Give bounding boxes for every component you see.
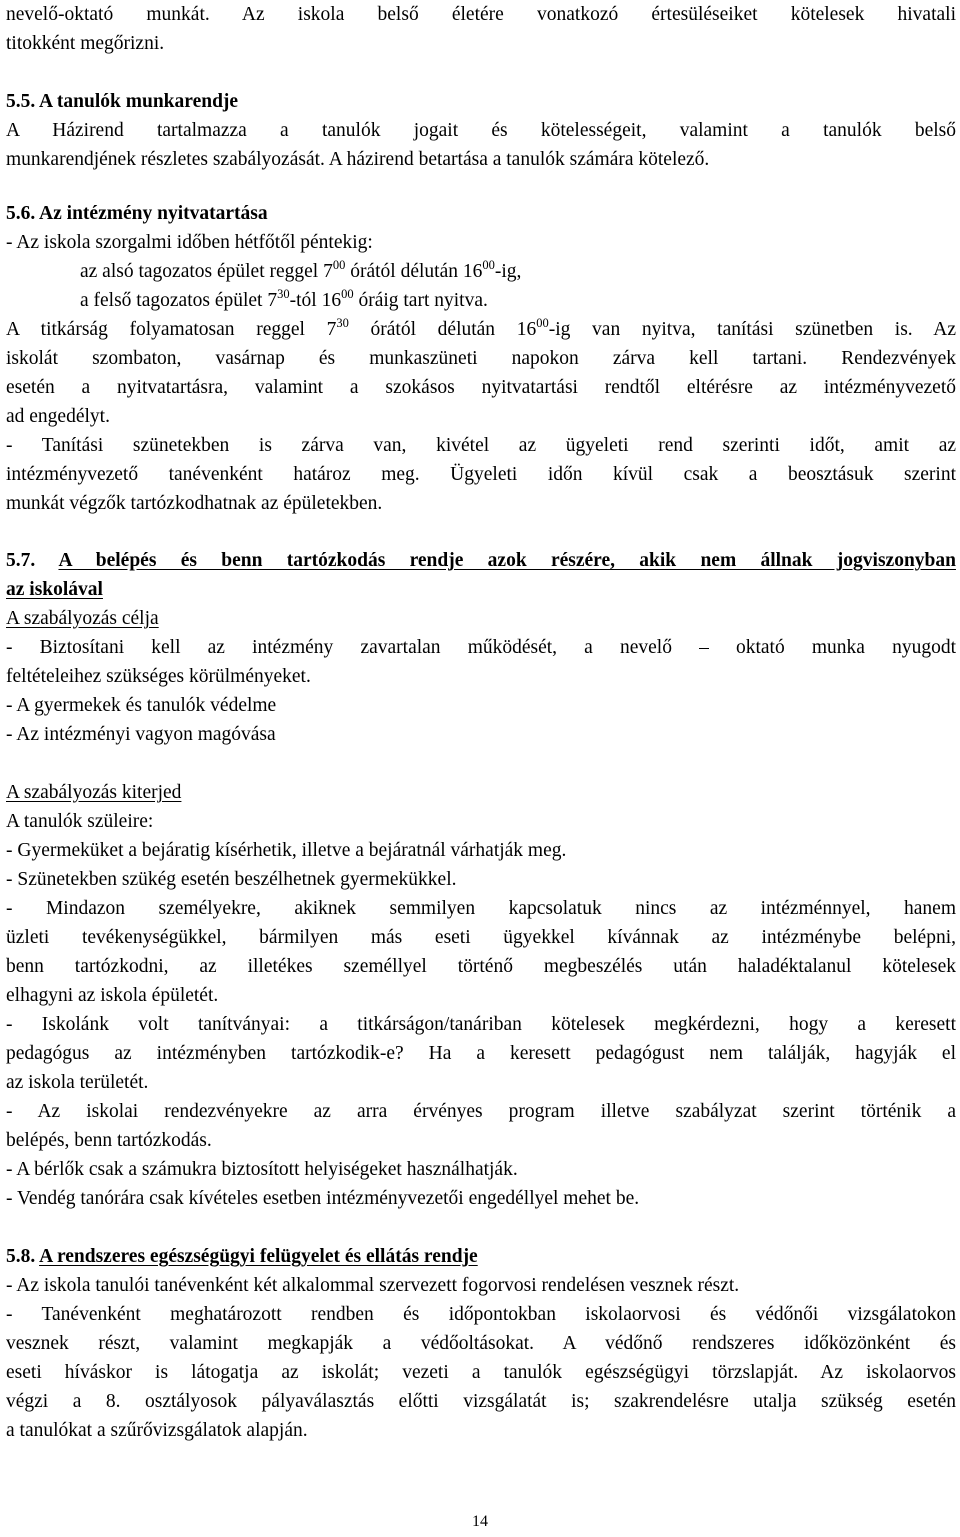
paragraph-line: - A bérlők csak a számukra biztosított helyiségeket használhatják.	[6, 1159, 518, 1180]
paragraph-line: iskolát szombaton, vasárnap és munkaszüneti napokon zárva kell tartani. Rendezvények	[6, 348, 956, 369]
paragraph-line: - Biztosítani kell az intézmény zavartalan működését, a nevelő – oktató munka nyugodt	[6, 637, 956, 658]
paragraph-line: munkarendjének részletes szabályozását. A házirend betartása a tanulók számára kötelező.	[6, 149, 710, 170]
section-heading-5-8: 5.8. A rendszeres egészségügyi felügyelet és ellátás rendje	[6, 1246, 478, 1267]
paragraph-line: - Iskolánk volt tanítványai: a titkárságon/tanáriban kötelesek megkérdezni, hogy a keresett	[6, 1014, 956, 1035]
paragraph-line: - Tanítási szünetekben is zárva van, kivétel az ügyeleti rend szerinti időt, amit az	[6, 435, 956, 456]
opening-hours-lower-building: az alsó tagozatos épület reggel $7^{00}$ órától délután $16^{00}-ig$,	[80, 257, 522, 282]
paragraph-line: a tanulókat a szűrővizsgálatok alapján.	[6, 1420, 308, 1441]
paragraph-line: - A gyermekek és tanulók védelme	[6, 695, 277, 716]
paragraph-line: intézményvezető tanévenként határoz meg. Ügyeleti időn kívül csak a beosztásuk szerint	[6, 464, 956, 485]
opening-hours-upper-building: a felső tagozatos épület $7^{30}$-tól $16^{00}$ óráig tart nyitva.	[80, 286, 488, 311]
paragraph-line: belépés, benn tartózkodás.	[6, 1130, 212, 1151]
paragraph-line: üzleti tevékenységükkel, bármilyen más eseti ügyekkel kívánnak az intézménybe belépni,	[6, 927, 956, 948]
paragraph-line: - Az iskolai rendezvényekre az arra érvényes program illetve szabályzat szerint történik a	[6, 1101, 956, 1122]
subheading-purpose: A szabályozás célja	[6, 608, 159, 629]
section-heading-5-6: 5.6. Az intézmény nyitvatartása	[6, 203, 268, 224]
section-heading-5-5: 5.5. A tanulók munkarendje	[6, 91, 239, 112]
paragraph-line: - Gyermeküket a bejáratig kísérhetik, illetve a bejáratnál várhatják meg.	[6, 840, 567, 861]
section-heading-5-7-cont: az iskolával	[6, 579, 103, 600]
paragraph-line: titokként megőrizni.	[6, 33, 165, 54]
section-heading-5-7: 5.7. A belépés és benn tartózkodás rendje azok részére, akik nem állnak jogviszonyban	[6, 550, 956, 571]
paragraph-line: feltételeihez szükséges körülményeket.	[6, 666, 311, 687]
paragraph-line: A tanulók szüleire:	[6, 811, 154, 832]
subheading-scope: A szabályozás kiterjed	[6, 782, 182, 803]
paragraph-line: - Az iskola szorgalmi időben hétfőtől péntekig:	[6, 232, 373, 253]
paragraph-line: ad engedélyt.	[6, 406, 110, 427]
paragraph-line: - Szünetekben szükég esetén beszélhetnek gyermekükkel.	[6, 869, 457, 890]
paragraph-line: munkát végzők tartózkodhatnak az épületekben.	[6, 493, 383, 514]
paragraph-line: A Házirend tartalmazza a tanulók jogait és kötelességeit, valamint a tanulók belső	[6, 120, 956, 141]
paragraph-line: - Az intézményi vagyon magóvása	[6, 724, 276, 745]
paragraph-line: vesznek részt, valamint megkapják a védőoltásokat. A védőnő rendszeres időközönként és	[6, 1333, 956, 1354]
paragraph-line: az iskola területét.	[6, 1072, 149, 1093]
paragraph-line: - Tanévenként meghatározott rendben és időpontokban iskolaorvosi és védőnői vizsgálatokon	[6, 1304, 956, 1325]
opening-hours-secretariat: A titkárság folyamatosan reggel $7^{30}$ órától délután $16^{00}-ig$ van nyitva, tanítási szünetben is. Az	[6, 315, 956, 340]
paragraph-line: elhagyni az iskola épületét.	[6, 985, 219, 1006]
paragraph-line: eseti híváskor is látogatja az iskolát; vezeti a tanulók egészségügyi törzslapját. Az iskolaorvos	[6, 1362, 956, 1383]
paragraph-line: benn tartózkodni, az illetékes személlyel történő megbeszélés után haladéktalanul kötelesek	[6, 956, 956, 977]
paragraph-line: nevelő-oktató munkát. Az iskola belső életére vonatkozó értesüléseiket kötelesek hivatali	[6, 4, 956, 25]
paragraph-line: pedagógus az intézményben tartózkodik-e? Ha a keresett pedagógust nem találják, hagyják el	[6, 1043, 956, 1064]
page-number: 14	[472, 1513, 488, 1530]
paragraph-line: - Az iskola tanulói tanévenként két alkalommal szervezett fogorvosi rendelésen vesznek részt.	[6, 1275, 740, 1296]
paragraph-line: - Vendég tanórára csak kívételes esetben intézményvezetői engedéllyel mehet be.	[6, 1188, 640, 1209]
paragraph-line: esetén a nyitvatartásra, valamint a szokásos nyitvatartási rendtől eltérésre az intézményvezető	[6, 377, 956, 398]
paragraph-line: - Mindazon személyekre, akiknek semmilyen kapcsolatuk nincs az intézménnyel, hanem	[6, 898, 956, 919]
paragraph-line: végzi a 8. osztályosok pályaválasztás előtti vizsgálatát is; szakrendelésre utalja szükség esetén	[6, 1391, 956, 1412]
